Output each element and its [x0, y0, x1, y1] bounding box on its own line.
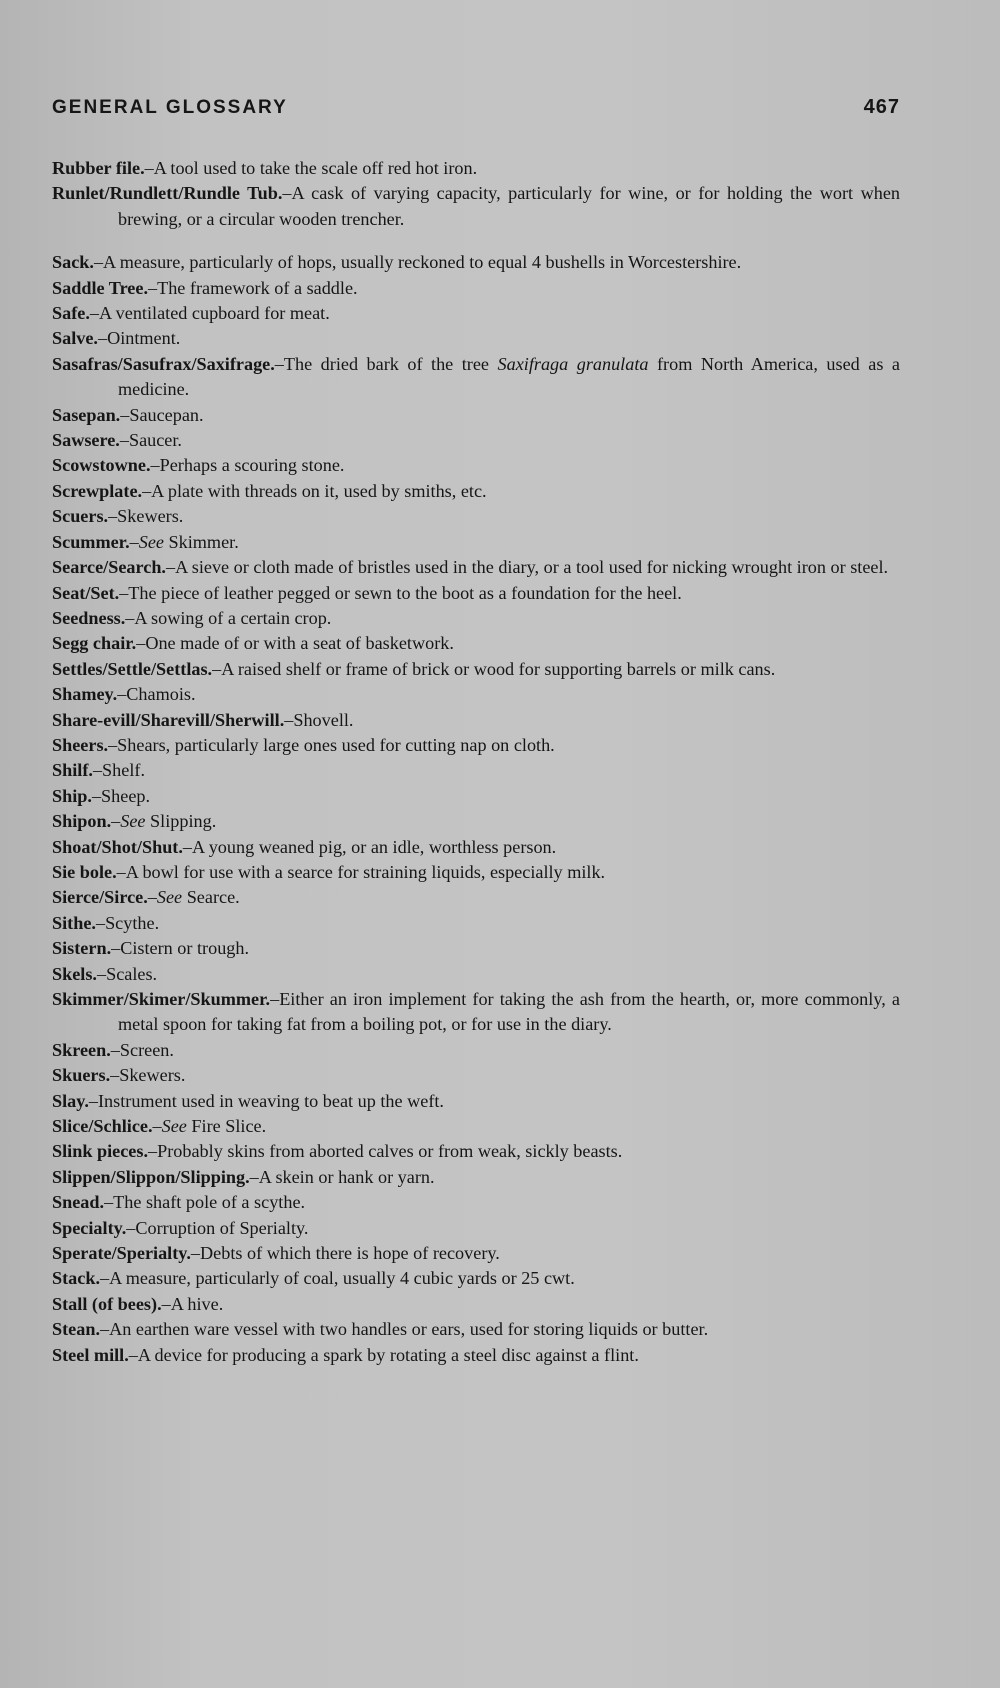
glossary-entry [52, 733, 900, 758]
glossary-entry [52, 301, 900, 326]
glossary-entry [52, 1343, 900, 1368]
headword: Skels. [52, 963, 97, 984]
definition: –Shovell. [284, 709, 354, 730]
glossary-entry [52, 784, 900, 809]
running-title: GENERAL GLOSSARY [52, 97, 288, 118]
glossary-entry [52, 1292, 900, 1317]
definition: –The piece of leather pegged or sewn to the boot as a foundation for the heel. [119, 582, 682, 603]
definition: –Saucer. [119, 430, 182, 451]
glossary-entry [52, 504, 900, 529]
definition-italic: See [161, 1116, 187, 1137]
glossary-entry [52, 352, 900, 403]
definition: –Screen. [110, 1039, 174, 1060]
definition: –A hive. [161, 1293, 224, 1314]
headword: Sack. [52, 252, 94, 273]
definition-tail: Searce. [182, 887, 240, 908]
definition: –A young weaned pig, or an idle, worthless person. [182, 836, 557, 857]
glossary-entry [52, 631, 900, 656]
definition: –The dried bark of the tree [274, 353, 498, 374]
page-number: 467 [863, 96, 900, 118]
headword: Stean. [52, 1319, 100, 1340]
glossary-entry [52, 809, 900, 834]
headword: Share-evill/Sharevill/Sherwill. [52, 709, 285, 730]
headword: Slink pieces. [52, 1141, 149, 1162]
definition-italic: Saxifraga granulata [497, 353, 649, 374]
headword: Rubber file. [52, 158, 145, 178]
definition: –Cistern or trough. [111, 938, 250, 959]
definition: – [111, 811, 121, 832]
definition: –A measure, particularly of coal, usually 4 cubic yards or 25 cwt. [100, 1268, 575, 1289]
definition: –Instrument used in weaving to beat up the weft. [88, 1090, 444, 1111]
definition-tail: Skimmer. [163, 531, 239, 552]
definition: –A skein or hank or yarn. [249, 1166, 435, 1187]
glossary-entry [52, 581, 900, 606]
headword: Slice/Schlice. [52, 1116, 153, 1137]
glossary-entry [52, 403, 900, 428]
headword: Sie bole. [52, 861, 117, 882]
definition: –Either an iron implement for taking the ash from the hearth, or, more commonly, a metal spoon for taking fat from a boiling pot, or for use in the diary. [118, 989, 900, 1035]
glossary-entry [52, 835, 900, 860]
glossary-entry [52, 657, 900, 682]
glossary-entry [52, 181, 900, 232]
glossary-entry [52, 758, 900, 783]
definition: –Probably skins from aborted calves or from weak, sickly beasts. [148, 1141, 623, 1162]
glossary-entry [52, 530, 900, 555]
glossary-entry [52, 479, 900, 504]
headword: Sasafras/Sasufrax/Saxifrage. [52, 353, 275, 374]
definition: –Saucepan. [120, 404, 204, 425]
definition: –One made of or with a seat of basketwork. [136, 633, 454, 654]
definition: – [129, 531, 139, 552]
headword: Safe. [52, 303, 90, 324]
glossary-entry [52, 1139, 900, 1164]
glossary-entry [52, 962, 900, 987]
definition-italic: See [138, 531, 164, 552]
headword: Slay. [52, 1090, 89, 1111]
glossary-entry [52, 1266, 900, 1291]
headword: Scummer. [52, 531, 130, 552]
headword: Scuers. [52, 506, 109, 527]
headword: Salve. [52, 328, 98, 349]
headword: Shipon. [52, 811, 112, 832]
definition-italic: See [156, 887, 183, 908]
glossary-entry [52, 885, 900, 910]
definition: –Perhaps a scouring stone. [150, 455, 345, 476]
headword: Runlet/Rundlett/Rundle Tub. [52, 183, 283, 204]
glossary-entry [52, 555, 900, 580]
headword: Specialty. [52, 1217, 127, 1238]
definition: –Skewers. [108, 506, 184, 527]
headword: Ship. [52, 785, 92, 806]
definition: –A sowing of a certain crop. [125, 607, 332, 628]
glossary-entry [52, 1317, 900, 1342]
definition: –A bowl for use with a searce for straining liquids, especially milk. [116, 861, 606, 882]
glossary-entry [52, 682, 900, 707]
headword: Snead. [52, 1192, 105, 1213]
headword: Skuers. [52, 1065, 111, 1086]
headword: Sperate/Sperialty. [52, 1243, 191, 1264]
headword: Slippen/Slippon/Slipping. [52, 1166, 250, 1187]
definition: –Scales. [96, 963, 158, 984]
definition: –A sieve or cloth made of bristles used in the diary, or a tool used for nicking wrought iron or steel. [165, 557, 889, 578]
definition-italic: See [120, 811, 146, 832]
glossary-entries [52, 156, 900, 1368]
glossary-entry [52, 606, 900, 631]
definition: –Skewers. [110, 1065, 186, 1086]
headword: Screwplate. [52, 480, 143, 501]
definition: –Shelf. [92, 760, 145, 781]
glossary-entry [52, 326, 900, 351]
headword: Scowstowne. [52, 455, 151, 476]
headword: Seat/Set. [52, 582, 120, 603]
headword: Shilf. [52, 760, 93, 781]
glossary-entry [52, 708, 900, 733]
headword: Sistern. [52, 938, 112, 959]
headword: Sithe. [52, 912, 96, 933]
glossary-entry [52, 1241, 900, 1266]
glossary-entry [52, 428, 900, 453]
definition: –The shaft pole of a scythe. [104, 1192, 306, 1213]
glossary-entry [52, 936, 900, 961]
definition: –A ventilated cupboard for meat. [89, 303, 330, 324]
definition: –A raised shelf or frame of brick or wood for supporting barrels or milk cans. [212, 658, 776, 679]
definition: –Corruption of Sperialty. [126, 1217, 309, 1238]
definition: –A cask of varying capacity, particularly for wine, or for holding the wort when brewing, or a circular wooden trencher. [118, 183, 901, 229]
definition: – [147, 887, 157, 908]
glossary-entry [52, 276, 900, 301]
headword: Sheers. [52, 734, 109, 755]
definition: –A measure, particularly of hops, usually reckoned to equal 4 bushells in Worcestershire. [93, 252, 742, 273]
definition: – [152, 1116, 162, 1137]
headword: Segg chair. [52, 633, 137, 654]
glossary-entry [52, 1190, 900, 1215]
definition: –A tool used to take the scale off red hot iron. [144, 158, 478, 178]
running-head [52, 96, 900, 119]
headword: Sierce/Sirce. [52, 887, 148, 908]
glossary-entry [52, 1063, 900, 1088]
headword: Sasepan. [52, 404, 121, 425]
glossary-entry [52, 1216, 900, 1241]
definition: –The framework of a saddle. [148, 277, 358, 298]
definition: –A plate with threads on it, used by smiths, etc. [142, 480, 487, 501]
definition: –Chamois. [117, 684, 196, 705]
headword: Settles/Settle/Settlas. [52, 658, 213, 679]
headword: Skimmer/Skimer/Skummer. [52, 989, 271, 1009]
definition: –Shears, particularly large ones used for cutting nap on cloth. [108, 734, 555, 755]
glossary-entry [52, 1038, 900, 1063]
headword: Sawsere. [52, 430, 120, 451]
definition: –Debts of which there is hope of recovery. [190, 1243, 500, 1264]
headword: Saddle Tree. [52, 277, 148, 298]
glossary-entry [52, 453, 900, 478]
definition: –A device for producing a spark by rotating a steel disc against a flint. [128, 1344, 639, 1365]
definition: –Sheep. [91, 785, 151, 806]
definition: –Scythe. [95, 912, 160, 933]
definition-tail: Fire Slice. [186, 1116, 267, 1137]
glossary-entry [52, 156, 900, 181]
glossary-entry [52, 250, 900, 275]
headword: Skreen. [52, 1039, 111, 1060]
headword: Shamey. [52, 684, 118, 705]
definition-tail: Slipping. [145, 811, 217, 832]
headword: Seedness. [52, 607, 126, 628]
definition-tail: from North America, used as a medicine. [118, 353, 900, 400]
headword: Searce/Search. [52, 557, 166, 578]
glossary-entry [52, 911, 900, 936]
definition: –An earthen ware vessel with two handles or ears, used for storing liquids or butter. [100, 1319, 709, 1340]
glossary-entry [52, 1114, 900, 1139]
headword: Steel mill. [52, 1344, 129, 1365]
glossary-entry [52, 860, 900, 885]
headword: Shoat/Shot/Shut. [52, 836, 183, 857]
glossary-entry [52, 1165, 900, 1190]
glossary-entry [52, 987, 900, 1038]
glossary-entry [52, 1089, 900, 1114]
headword: Stall (of bees). [52, 1293, 162, 1314]
headword: Stack. [52, 1268, 100, 1289]
definition: –Ointment. [97, 328, 181, 349]
